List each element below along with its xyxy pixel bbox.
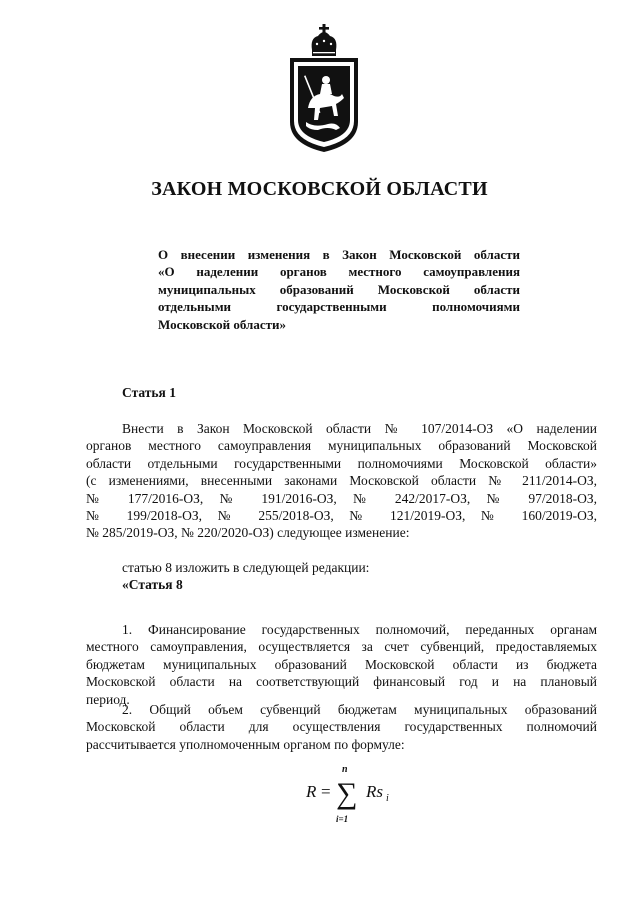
paragraph-line: 1. Финансирование государственных полномочий, переданных органам — [122, 622, 597, 637]
paragraph-line: органов местного самоуправления муниципальных образований Московской — [86, 438, 597, 454]
paragraph-line: (с изменениями, внесенными законами Московской области № 211/2014-ОЗ, — [86, 473, 597, 489]
subject-line: О внесении изменения в Закон Московской области — [158, 247, 520, 262]
subject-line: «О наделении органов местного самоуправления — [158, 264, 520, 280]
paragraph-line: области отдельными государственными полномочиями Московской области» — [86, 455, 597, 471]
formula-term: Rs — [366, 782, 383, 801]
formula-equals: = — [321, 782, 331, 801]
paragraph-line: № 285/2019-ОЗ, № 220/2020-ОЗ) следующее изменение: — [86, 525, 410, 541]
formula-lhs: R — [306, 782, 317, 801]
article-1-paragraph — [86, 420, 597, 542]
paragraph-line: Внести в Закон Московской области № 107/2014-ОЗ «О наделении — [122, 421, 597, 436]
paragraph-line: Московской области для осуществления государственных полномочий — [86, 719, 597, 735]
amendment-instruction: статью 8 изложить в следующей редакции: — [122, 560, 370, 575]
coat-of-arms-icon — [284, 24, 364, 154]
subject-line: Московской области» — [158, 316, 286, 332]
paragraph-line: рассчитывается уполномоченным органом по формуле: — [86, 736, 405, 752]
article-8-point-1 — [86, 621, 597, 708]
paragraph-line: Московской области на соответствующий финансовый год и на плановый — [86, 674, 597, 690]
paragraph-line: № 177/2016-ОЗ, № 191/2016-ОЗ, № 242/2017-ОЗ, № 97/2018-ОЗ, — [86, 490, 597, 506]
formula-subscript: i — [386, 793, 389, 804]
article-8-point-2 — [86, 701, 597, 753]
sigma-icon: ∑ — [336, 777, 358, 810]
law-subject — [158, 246, 520, 333]
paragraph-line: период. — [86, 691, 130, 707]
subvention-formula — [300, 762, 410, 832]
article-1-heading: Статья 1 — [122, 385, 176, 400]
formula-sum-upper: n — [342, 764, 348, 775]
formula-sum-lower: i=1 — [336, 814, 349, 824]
paragraph-line: бюджетам муниципальных образований Московской области из бюджета — [86, 656, 597, 672]
paragraph-line: местного самоуправления, осуществляется за счет субвенций, предоставляемых — [86, 639, 597, 655]
subject-line: отдельными государственными полномочиями — [158, 299, 520, 315]
subject-line: муниципальных образований Московской области — [158, 281, 520, 297]
paragraph-line: № 199/2018-ОЗ, № 255/2018-ОЗ, № 121/2019-ОЗ, № 160/2019-ОЗ, — [86, 508, 597, 524]
article-8-heading: «Статья 8 — [122, 577, 183, 592]
document-title: ЗАКОН МОСКОВСКОЙ ОБЛАСТИ — [151, 178, 488, 200]
paragraph-line: 2. Общий объем субвенций бюджетам муниципальных образований — [122, 702, 597, 717]
